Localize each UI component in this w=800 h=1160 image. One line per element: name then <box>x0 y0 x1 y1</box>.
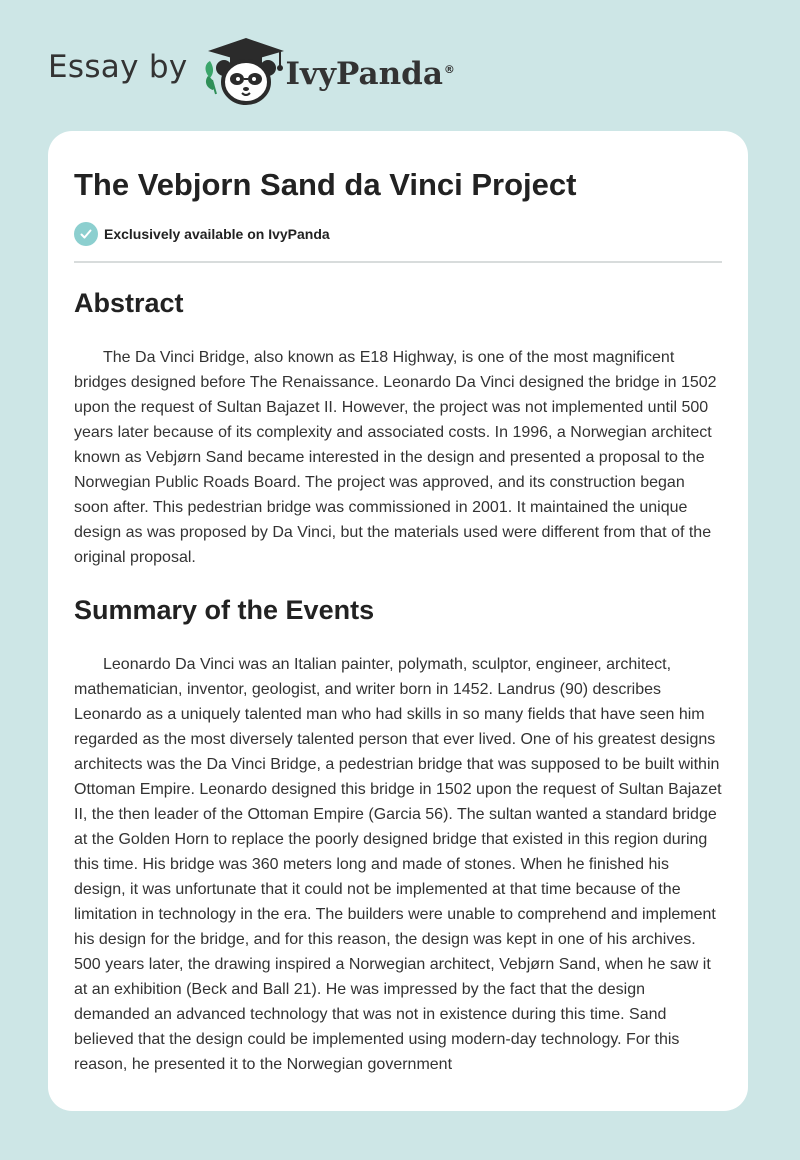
registered-mark: ® <box>443 62 455 76</box>
brand-name <box>286 56 455 92</box>
check-circle-icon <box>74 222 98 246</box>
section-heading-summary: Summary of the Events <box>74 595 375 625</box>
exclusive-badge-text: Exclusively available on IvyPanda <box>104 226 330 242</box>
panda-graduate-icon <box>200 34 290 108</box>
site-brand[interactable] <box>48 34 455 108</box>
exclusive-badge <box>74 221 722 247</box>
page-title: The Vebjorn Sand da Vinci Project <box>74 167 577 202</box>
divider <box>74 261 722 263</box>
section-body-abstract: The Da Vinci Bridge, also known as E18 Highway, is one of the most magnificent bridges designed before The Renaissance. Leonardo Da Vinci designed the bridge in 1502 upon the request of Sultan Bajazet II. However, the project was not implemented until 500 years later because of its complexity and associated costs. In 1996, a Norwegian architect known as Vebjørn Sand became interested in the design and presented a proposal to the Norwegian Public Roads Board. The project was approved, and its construction began soon after. This pedestrian bridge was commissioned in 2001. It maintained the unique design as was proposed by Da Vinci, but the materials used were different from that of the original proposal. <box>74 349 717 566</box>
brand-prefix: Essay by <box>48 49 188 85</box>
brand-name-text: IvyPanda <box>285 56 443 92</box>
section-body-summary: Leonardo Da Vinci was an Italian painter, polymath, sculptor, engineer, architect, mathematician, inventor, geologist, and writer born in 1452. Landrus (90) describes Leonardo as a uniquely talented man who had skills in so many fields that have seen him regarded as the most diversely talented person that ever lived. One of his greatest designs architects was the Da Vinci Bridge, a pedestrian bridge that was supposed to be built within Ottoman Empire. Leonardo designed this bridge in 1502 upon the request of Sultan Bajazet II, the then leader of the Ottoman Empire (Garcia 56). The sultan wanted a standard bridge at the Golden Horn to replace the poorly designed bridge that existed in this region during this time. His bridge was 360 meters long and made of stones. When he finished his design, it was unfortunate that it could not be implemented at that time because of the limitation in technology in the era. The builders were unable to comprehend and implement his design for the bridge, and for this reason, the design was kept in one of his archives. 500 years later, the drawing inspired a Norwegian architect, Vebjørn Sand, when he saw it at an exhibition (Beck and Ball 21). He was impressed by the fact that the design demanded an advanced technology that was not in existence during this time. Sand believed that the design could be implemented using modern-day technology. For this reason, he presented it to the Norwegian government <box>74 656 722 1073</box>
document-card <box>48 131 748 1111</box>
section-heading-abstract: Abstract <box>74 288 184 318</box>
